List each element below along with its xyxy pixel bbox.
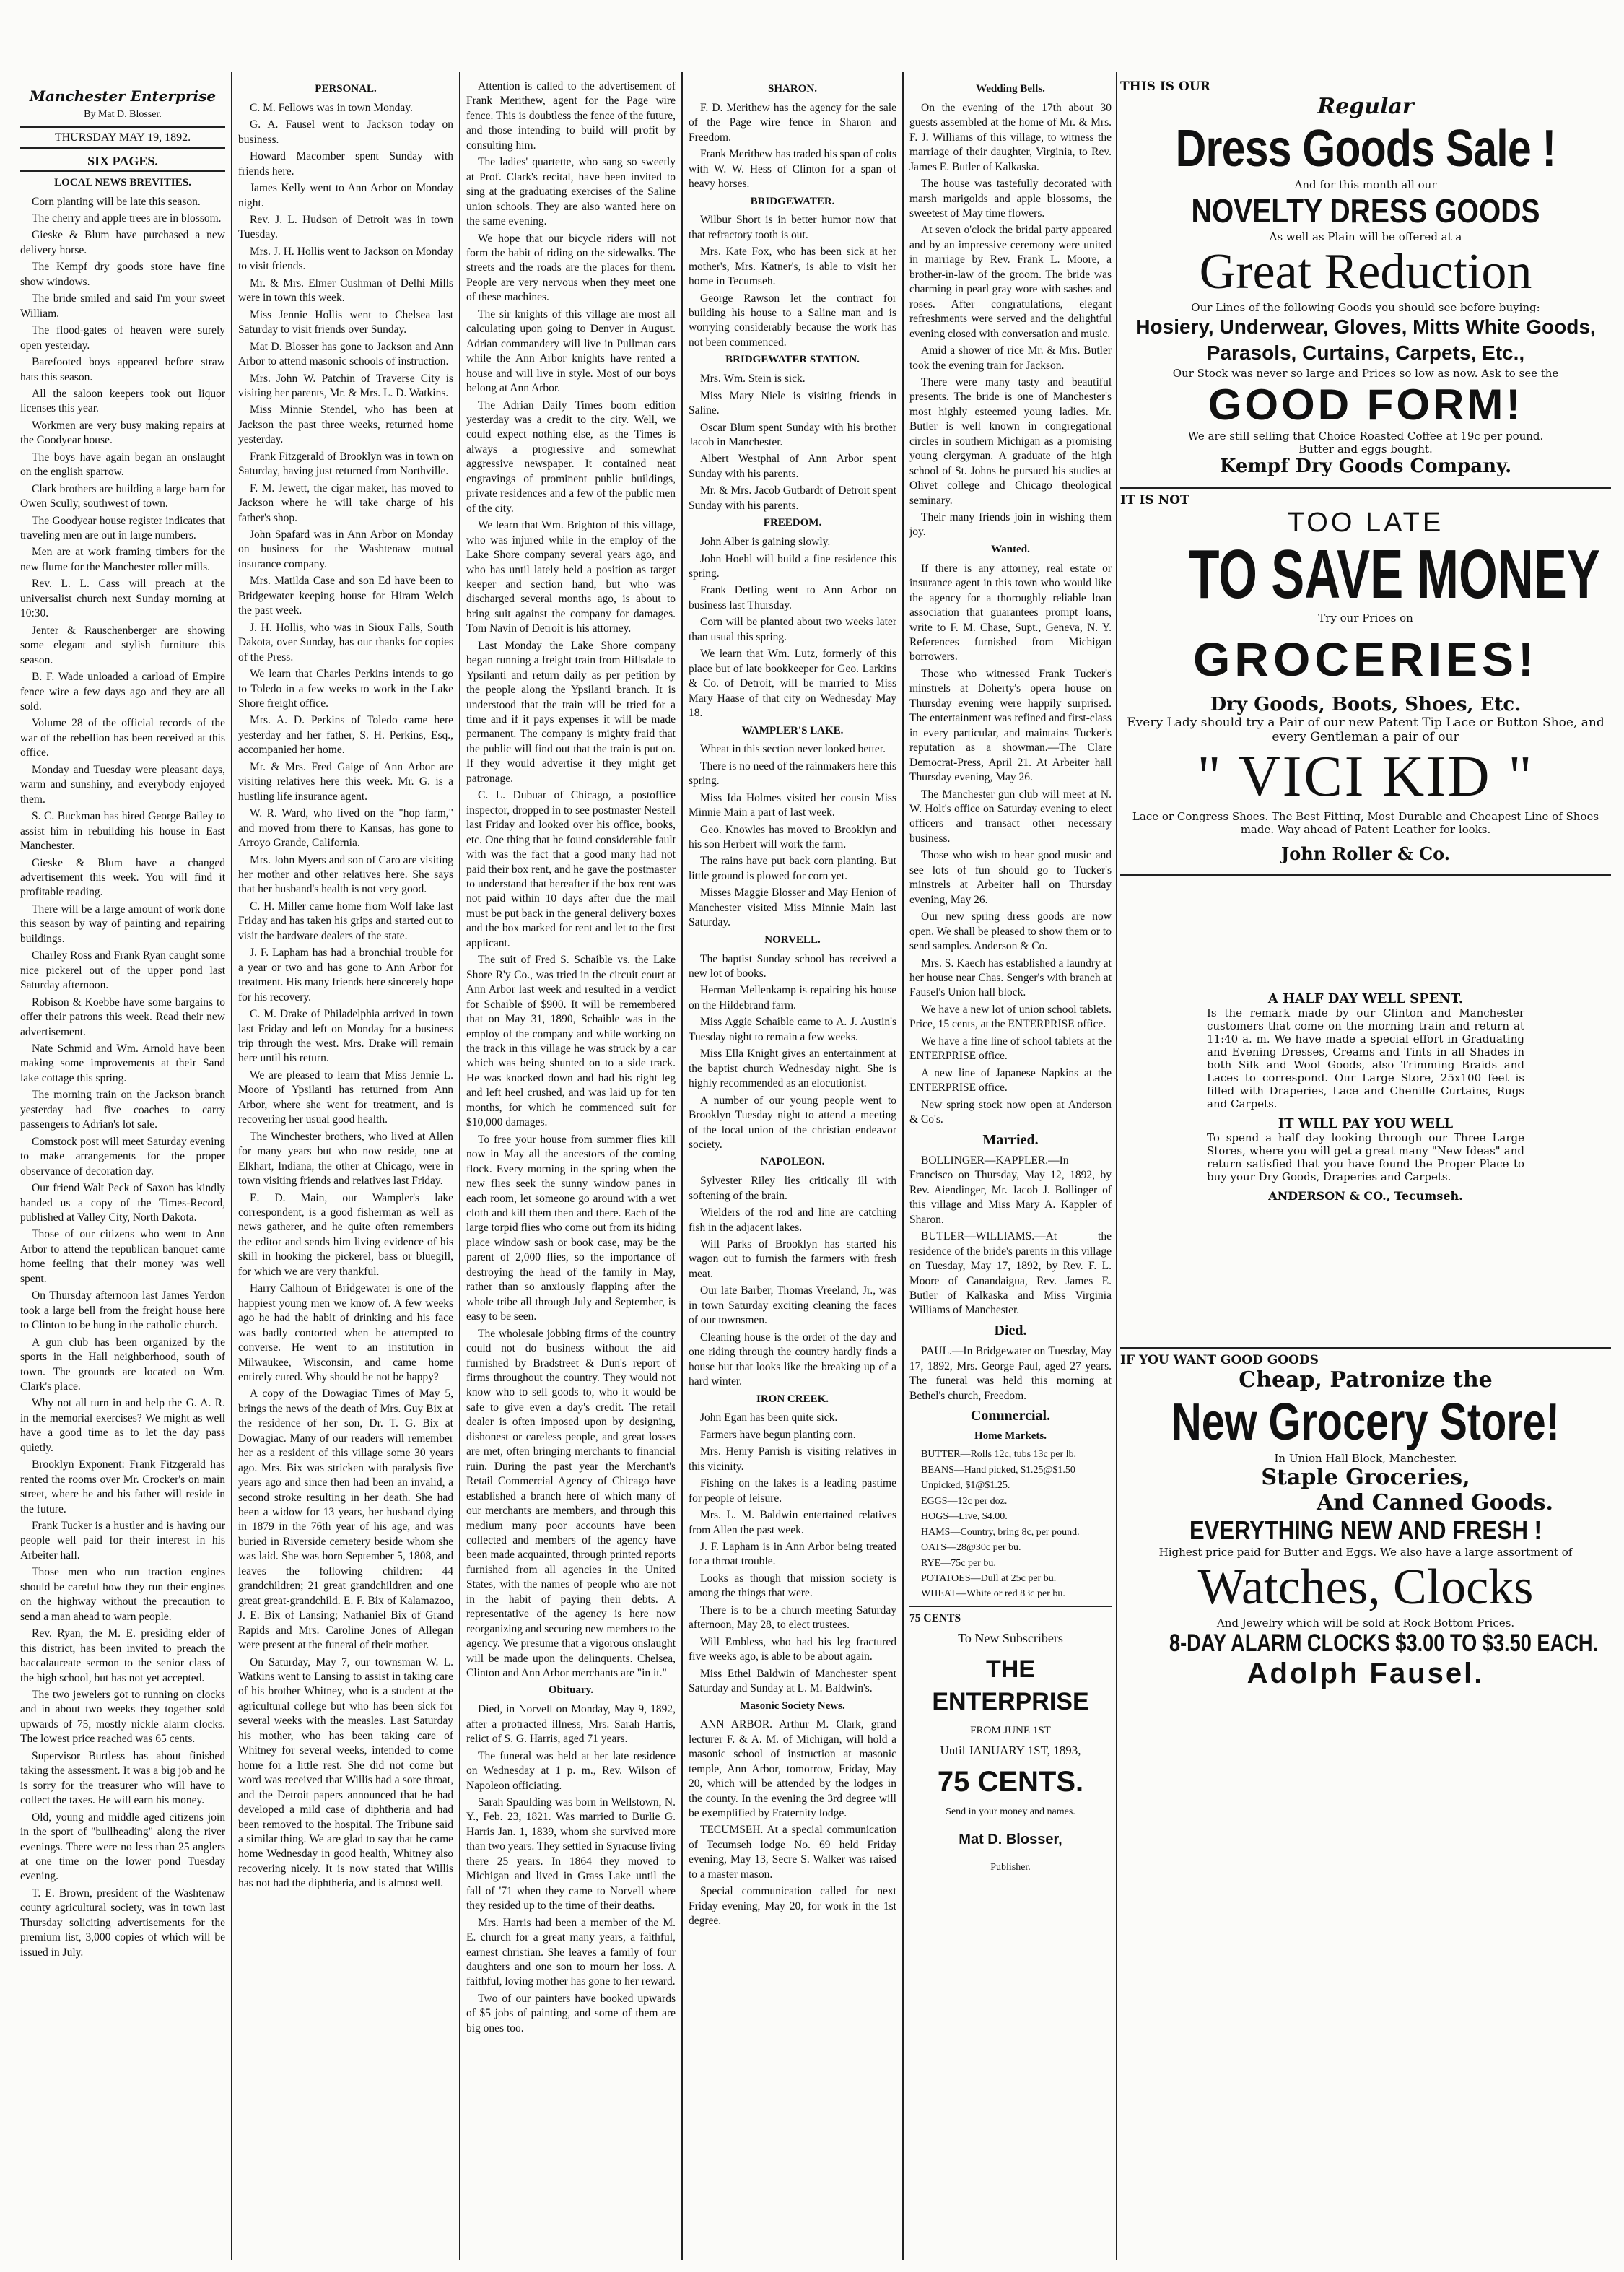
ad-canned: And Canned Goods.: [1317, 1489, 1553, 1515]
correspondence-item: George Rawson let the contract for building his house to a Saline man and is worrying considerably because the work has not been commenced.: [689, 292, 896, 349]
correspondence-item: Wielders of the rod and line are catching fish in the adjacent lakes.: [689, 1206, 896, 1234]
personal-item: Mrs. John Myers and son of Caro are visiting her mother and other relatives here. She says that her husband's health is not very good.: [238, 853, 453, 896]
news-item: Barefooted boys appeared before straw hats this season.: [20, 356, 225, 383]
divider: [1120, 487, 1611, 489]
column-rule: [1116, 72, 1117, 2260]
ad-vici-kid: " VICI KID ": [1197, 744, 1534, 809]
ad-lace: Lace or Congress Shoes. The Best Fitting, Most Durable and Cheapest Line of Shoes made. Way ahead of Patent Leather for looks.: [1132, 809, 1599, 836]
ad-store: New Grocery Store!: [1171, 1393, 1560, 1451]
news-item: The wholesale jobbing firms of the country could not do business without the aid furnished by Bradstreet & Dun's report of firms throughout the country. They would not know who to sell goods to, who it would be safe to give even a day's credit. The retail dealer is often imposed upon by designing, dishonest or careless people, and great losses are met, often bringing merchants to financial ruin. During the past year the Merchant's Retail Commercial Agency of Chicago have established a branch here of which many of our merchants are members, and through this medium many poor accounts have been collected and members of the agency have been made acquainted, through printed reports furnished from all agencies in the United States, with the names of people who are not in the habit of paying their debts. A representative of the agency is here now reorganizing and securing new members to the agency. We presume that a vigorous onslaught will be made upon the delinquents. Chelsea, Clinton and Ann Arbor merchants are "in it.": [466, 1327, 676, 1680]
correspondence-item: We learn that Wm. Lutz, formerly of this place but of late bookkeeper for Geo. Larkins & Co. of Detroit, will be married to Miss Mary Haase of that city on Wednesday May 18.: [689, 648, 896, 720]
wedding-item: The house was tastefully decorated with marsh marigolds and apple blossoms, the sweetest of May time flowers.: [909, 178, 1112, 219]
married-item: BUTLER—WILLIAMS.—At the residence of the bride's parents in this village on Tuesday, May 17, 1892, by Rev. F. L. Moore of Canandaigua, Rev. James E. Butler of Kalkaska and Miss Virginia Williams of Manchester.: [909, 1230, 1112, 1317]
section-heading: IRON CREEK.: [756, 1393, 829, 1405]
ad-text2: To spend a half day looking through our Three Large Stores, where you will get a great many "New Ideas" and return satisfied that you have found the Proper Place to buy your Dry Goods, Draperies and Carpets.: [1207, 1131, 1524, 1183]
market-item: HOGS—Live, $4.00.: [921, 1511, 1008, 1523]
personal-item: Howard Macomber spent Sunday with friends here.: [238, 150, 453, 178]
personal-item: Mr. & Mrs. Fred Gaige of Ann Arbor are visiting relatives here this week. Mr. G. is a hustling life insurance agent.: [238, 760, 453, 803]
news-item: Monday and Tuesday were pleasant days, warm and sunshiny, and everybody enjoyed them.: [20, 763, 225, 806]
news-item: Those of our citizens who went to Ann Arbor to attend the republican banquet came home feeling that their money was well spent.: [20, 1228, 225, 1285]
divider: [1120, 874, 1611, 876]
correspondence-item: John Egan has been quite sick.: [700, 1411, 838, 1424]
died-items: [909, 1344, 1112, 1403]
section-heading: PERSONAL.: [315, 83, 377, 95]
section-heading: NAPOLEON.: [760, 1156, 825, 1168]
news-item: The Kempf dry goods store have fine show windows.: [20, 261, 225, 288]
correspondence-item: Mrs. Wm. Stein is sick.: [700, 373, 806, 386]
news-items: [466, 79, 676, 1681]
correspondence-item: There is to be a church meeting Saturday afternoon, May 28, to elect trustees.: [689, 1603, 896, 1632]
wedding-item: Their many friends join in wishing them joy.: [909, 511, 1112, 539]
market-item: EGGS—12c per doz.: [921, 1495, 1008, 1507]
notice-item: A new line of Japanese Napkins at the ENTERPRISE office.: [909, 1066, 1112, 1094]
correspondence-item: Mrs. Kate Fox, who has been sick at her mother's, Mrs. Katner's, is able to visit her home in Tecumseh.: [689, 245, 896, 288]
section-heading: BRIDGEWATER.: [750, 195, 835, 207]
sub-send: Send in your money and names.: [946, 1806, 1075, 1817]
news-item: Jenter & Rauschenberger are showing some elegant and stylish furniture this season.: [20, 624, 225, 666]
personal-item: The Winchester brothers, who lived at Allen for many years but who now reside, one at Elkhart, Indiana, the other at Chicago, were in town visiting friends and relatives last Friday.: [238, 1130, 453, 1188]
news-item: All the saloon keepers took out liquor licenses this year.: [20, 387, 225, 415]
ad-lady: Every Lady should try a Pair of our new Patent Tip Lace or Button Shoe, and every Gentleman a pair of our: [1127, 715, 1605, 744]
ad-groceries: GROCERIES!: [1192, 632, 1539, 686]
news-item: Workmen are very busy making repairs at the Goodyear house.: [20, 419, 225, 447]
correspondence-item: TECUMSEH. At a special communication of Tecumseh lodge No. 69 held Friday evening, May 13, Secre S. Walker was raised to a master mason.: [689, 1824, 896, 1881]
commercial-heading: Commercial.: [970, 1408, 1051, 1424]
ad-tagline: IT IS NOT: [1120, 492, 1189, 508]
news-item: There will be a large amount of work done this season by way of painting and repairing buildings.: [20, 902, 225, 945]
news-item: Nate Schmid and Wm. Arnold have been making some improvements at their Sand lake cottage this spring.: [20, 1042, 225, 1084]
married-item: BOLLINGER—KAPPLER.—In Francisco on Thursday, May 12, 1892, by Rev. Aiendinger, Mr. Jacob J. Bollinger of this village and Miss Mary A. Kappler of Sharon.: [909, 1154, 1112, 1226]
market-item: BEANS—Hand picked, $1.25@$1.50: [921, 1464, 1075, 1476]
ad-heading: A HALF DAY WELL SPENT.: [1267, 991, 1464, 1006]
news-item: Those men who run traction engines should be careful how they run their engines on the highway without the precaution to send a man ahead to warn people.: [20, 1566, 225, 1623]
masthead-byline: By Mat D. Blosser.: [84, 109, 162, 121]
news-item: Rev. L. L. Cass will preach at the universalist church next Sunday morning at 10:30.: [20, 578, 225, 620]
column-personal: [238, 79, 453, 2231]
news-item: C. L. Dubuar of Chicago, a postoffice inspector, dropped in to see postmaster Nestell last Friday and looked over his office, books, etc. One thing that he found considerable fault with was the fact that a good many had not paid their box rent, and he gave the postmaster to understand that hereafter if the box rent was not paid within 10 days after due the mail must be put back in the general delivery boxes and the box marked for rent and let to the first applicant.: [466, 789, 676, 949]
column-rule: [681, 72, 683, 2260]
sub-line: To New Subscribers: [958, 1631, 1063, 1646]
news-item: Old, young and middle aged citizens join in the sport of "bullheading" along the river evenings. There were no less than 25 anglers at one time on the lower pond Tuesday evening.: [20, 1811, 225, 1883]
news-item: Corn planting will be late this season.: [32, 195, 201, 208]
correspondence-item: Will Parks of Brooklyn has started his wagon out to furnish the farmers with fresh meat.: [689, 1238, 896, 1280]
notice-item: We have a new lot of union school tablets. Price, 15 cents, at the ENTERPRISE office.: [909, 1003, 1112, 1031]
personal-item: Rev. J. L. Hudson of Detroit was in town Tuesday.: [238, 213, 453, 241]
correspondence-item: Special communication called for next Friday evening, May 20, for work in the 1st degree.: [689, 1885, 896, 1928]
news-item: Our friend Walt Peck of Saxon has kindly handed us a copy of the Times-Record, published at Valley City, North Dakota.: [20, 1182, 225, 1224]
wedding-heading: Wedding Bells.: [976, 83, 1045, 95]
kempf-ad: [1120, 79, 1611, 477]
ad-novelty: NOVELTY DRESS GOODS: [1191, 192, 1540, 230]
news-item: Rev. Ryan, the M. E. presiding elder of this district, has been invited to preach the baccalaureate sermon to the senior class of the high school, but has not yet accepted.: [20, 1627, 225, 1684]
news-item: The flood-gates of heaven were surely open yesterday.: [20, 324, 225, 352]
divider: [909, 1606, 1112, 1607]
personal-item: Mrs. John W. Patchin of Traverse City is visiting her parents, Mr. & Mrs. L. D. Watkins.: [238, 372, 453, 399]
news-item: Gieske & Blum have a changed advertisement this week. You will find it profitable reading.: [20, 856, 225, 899]
personal-item: We are pleased to learn that Miss Jennie L. Moore of Ypsilanti has returned from Ann Arbor, where she went for treatment, and is recovering her usual good health.: [238, 1068, 453, 1126]
personal-item: Mat D. Blosser has gone to Jackson and Ann Arbor to attend masonic schools of instruction.: [238, 340, 453, 368]
section-heading: WAMPLER'S LAKE.: [741, 724, 844, 736]
news-item: The morning train on the Jackson branch yesterday had five coaches to carry passengers to Adrian's lot sale.: [20, 1089, 225, 1131]
sub-from: FROM JUNE 1ST: [970, 1724, 1051, 1736]
ad-fresh: EVERYTHING NEW AND FRESH !: [1189, 1515, 1542, 1545]
personal-item: Miss Jennie Hollis went to Chelsea last Saturday to visit friends over Sunday.: [238, 308, 453, 336]
correspondence-item: Our late Barber, Thomas Vreeland, Jr., was in town Saturday exciting cleaning the faces of our townsmen.: [689, 1284, 896, 1327]
correspondence-item: F. D. Merithew has the agency for the sale of the Page wire fence in Sharon and Freedom.: [689, 101, 896, 144]
ad-good-form: GOOD FORM!: [1208, 380, 1524, 429]
wedding-item: On the evening of the 17th about 30 guests assembled at the home of Mr. & Mrs. F. J. Williams of this village, to witness the marriage of their daughter, Virginia, to Rev. James E. Butler of Kalkaska.: [909, 101, 1112, 173]
news-item: B. F. Wade unloaded a carload of Empire fence wire a few days ago and they are all sold.: [20, 671, 225, 713]
ad-jewelry: And Jewelry which will be sold at Rock Bottom Prices.: [1216, 1616, 1515, 1629]
notice-item: We have a fine line of school tablets at the ENTERPRISE office.: [909, 1035, 1112, 1063]
masthead-title: Manchester Enterprise: [29, 87, 217, 105]
column-general: [466, 79, 676, 2231]
news-item: Men are at work framing timbers for the new flume for the Manchester roller mills.: [20, 546, 225, 573]
ad-dry-goods: Dry Goods, Boots, Shoes, Etc.: [1210, 693, 1522, 715]
personal-item: F. M. Jewett, the cigar maker, has moved to Jackson where he will take charge of his father's shop.: [238, 482, 453, 524]
advertisement-column: [1120, 79, 1611, 2245]
news-item: Clark brothers are building a large barn for Owen Scully, southwest of town.: [20, 482, 225, 510]
wedding-item: There were many tasty and beautiful presents. The bride is one of Manchester's most highly esteemed young ladies. Mr. Butler is well known in congregational circles in southern Michigan as a promising young clergyman. A graduate of the high school of St. Johns he pursued his studies at Olivet college and Chicago theological seminary.: [909, 375, 1112, 507]
correspondence-item: Looks as though that mission society is among the things that were.: [689, 1572, 896, 1600]
sub-price-tag: 75 CENTS: [909, 1611, 961, 1624]
sub-cents: 75 CENTS.: [937, 1766, 1084, 1798]
news-item: We learn that Wm. Brighton of this village, who was injured while in the employ of the Lake Shore company several years ago, and who has until lately held a position as target keeper and section hand, but who was discharged several months ago, is about to bring suit against the company for damages. Tom Navin of Detroit is his attorney.: [466, 519, 676, 635]
section-heading: BRIDGEWATER STATION.: [725, 354, 860, 366]
page-count: SIX PAGES.: [20, 153, 225, 172]
subscription-ad: [909, 1611, 1112, 1874]
correspondence-item: Wilbur Short is in better humor now that that refractory tooth is out.: [689, 214, 896, 241]
personal-item: E. D. Main, our Wampler's lake correspondent, is a good fisherman as well as news gatherer, and he quite often remembers the editor and sends him living evidence of his skill in hooking the pickerel, bass or bluegill, for which we are very thankful.: [238, 1191, 453, 1278]
column-rule: [459, 72, 460, 2260]
news-item: On Thursday afternoon last James Yerdon took a large bell from the freight house here to Clinton to be hung in the catholic church.: [20, 1289, 225, 1332]
correspondence-item: Mrs. L. M. Baldwin entertained relatives from Allen the past week.: [689, 1509, 896, 1536]
news-item: Robison & Koebbe have some bargains to offer their patrons this week. Read their new advertisement.: [20, 996, 225, 1038]
ad-cheap: Cheap, Patronize the: [1239, 1367, 1493, 1393]
news-item: S. C. Buckman has hired George Bailey to assist him in rebuilding his house in East Manchester.: [20, 810, 225, 853]
news-item: Supervisor Burtless has about finished taking the assessment. It was a big job and he is sorry for the treasurer who will have to collect the taxes. He will earn his money.: [20, 1749, 225, 1807]
column-correspondence: [689, 79, 896, 2231]
ad-butter: Butter and eggs bought.: [1298, 442, 1433, 456]
news-item: The suit of Fred S. Schaible vs. the Lake Shore R'y Co., was tried in the circuit court at Ann Arbor last week and resulted in a verdict for Schaible of $900. It will be remembered that on May 31, 1890, Schaible was in the employ of the company and while working on the track in this village he was struck by a car which was being shunted on to a side track. He was knocked down and had his right leg and left heel crushed, and was laid up for ten months, for which he commenced suit for $10,000 damages.: [466, 954, 676, 1129]
ad-staple: Staple Groceries,: [1261, 1464, 1470, 1490]
notice-item: New spring stock now open at Anderson & Co's.: [909, 1098, 1112, 1126]
personal-item: Harry Calhoun of Bridgewater is one of the happiest young men we know of. A few weeks ago he had the habit of drinking and his face was badly contorted when he attempted to converse. He went to an institution in Milwaukee, Wisconsin, and came home entirely cured. Why should he not be happy?: [238, 1282, 453, 1383]
correspondence-item: Miss Ethel Baldwin of Manchester spent Saturday and Sunday at L. M. Baldwin's.: [689, 1667, 896, 1695]
notice-item: Our new spring dress goods are now open. We shall be pleased to show them or to send samples. Anderson & Co.: [909, 910, 1112, 953]
personal-item: J. H. Hollis, who was in Sioux Falls, South Dakota, over Sunday, has our thanks for copies of the Press.: [238, 621, 453, 663]
wedding-item: At seven o'clock the bridal party appeared and by an impressive ceremony were united in marriage by Rev. Frank L. Moore, a brother-in-law of the groom. The bride was charming in pearl gray wore with sashes and roses. After congratulations, elegant refreshments were served and the delightful evening closed with conversation and music.: [909, 224, 1112, 340]
sub-role: Publisher.: [990, 1861, 1031, 1873]
correspondence-item: Corn will be planted about two weeks later than usual this spring.: [689, 616, 896, 643]
news-item: Brooklyn Exponent: Frank Fitzgerald has rented the rooms over Mr. Crocker's on main street, where he and his father will reside in the future.: [20, 1458, 225, 1515]
ad-try: Try our Prices on: [1318, 611, 1413, 624]
obituary-item: Died, in Norvell on Monday, May 9, 1892, after a protracted illness, Mrs. Sarah Harris, relict of S. G. Harris, aged 71 years.: [466, 1703, 676, 1746]
news-item: We hope that our bicycle riders will not form the habit of riding on the sidewalks. The streets and the roads are the places for them. People are very nervous when they meet one of these machines.: [466, 232, 676, 304]
ad-stock: Our Stock was never so large and Prices so low as now. Ask to see the: [1172, 366, 1559, 380]
personal-item: A copy of the Dowagiac Times of May 5, brings the news of the death of Mrs. Guy Bix at the residence of her son, Dr. T. G. Bix at Dowagiac. Many of our readers will remember her as a resident of this village some 30 years ago. Mrs. Bix was stricken with paralysis five years ago and since then had been an invalid, a second stroke resulting in her death. She had been a widow for 13 years, her husband dying in 1879 in the 76th year of his age, and was buried in Riverside cemetery beside whom she was laid. She was born September 5, 1808, and leaves the following children: 44 grandchildren; 21 great grandchildren and one great great-grandchild. E. F. Bix of Kalamazoo, J. E. Bix of Lansing; Nathaniel Bix of Grand Rapids and Mrs. Caroline Jones of Allegan were present at the funeral of their mother.: [238, 1388, 453, 1652]
ad-coffee: We are still selling that Choice Roasted Coffee at 19c per pound.: [1187, 429, 1544, 443]
personal-item: C. M. Drake of Philadelphia arrived in town last Friday and left on Monday for a business trip through the west. Mrs. Drake will remain here until his return.: [238, 1008, 453, 1065]
notice-item: Those who witnessed Frank Tucker's minstrels at Doherty's opera house on Thursday evening were happily surprised. The entertainment was refined and first-class in every particular, and maintains Tucker's reputation as a showman.—The Clare Democrat-Press, April 21. At Arbeiter hall Thursday evening, May 26.: [909, 667, 1112, 784]
news-item: The boys have again began an onslaught on the english sparrow.: [20, 451, 225, 479]
correspondence-item: Sylvester Riley lies critically ill with softening of the brain.: [689, 1175, 896, 1202]
ad-goods: Hosiery, Underwear, Gloves, Mitts White Goods, Parasols, Curtains, Carpets, Etc.,: [1135, 315, 1596, 365]
news-item: Attention is called to the advertisement of Frank Merithew, agent for the Page wire fence. This is doubtless the fence of the future, and those intending to build will profit by consulting him.: [466, 80, 676, 152]
ad-tagline: THIS IS OUR: [1120, 79, 1210, 94]
married-heading: Married.: [982, 1131, 1039, 1148]
notice-items: [909, 562, 1112, 1128]
market-item: RYE—75c per bu.: [921, 1557, 996, 1569]
correspondence-item: Farmers have begun planting corn.: [700, 1428, 856, 1441]
correspondence-item: Mr. & Mrs. Jacob Gutbardt of Detroit spent Sunday with his parents.: [689, 484, 896, 512]
news-item: Comstock post will meet Saturday evening to make arrangements for the proper observance of decoration day.: [20, 1135, 225, 1178]
personal-item: John Spafard was in Ann Arbor on Monday on business for the Washtenaw mutual insurance company.: [238, 528, 453, 570]
died-item: PAUL.—In Bridgewater on Tuesday, May 17, 1892, Mrs. George Paul, aged 27 years. The funeral was held this morning at Bethel's church, Freedom.: [909, 1345, 1112, 1402]
news-item: Why not all turn in and help the G. A. R. in the memorial exercises? We might as well have a good time as to let the day pass quietly.: [20, 1397, 225, 1454]
notice-item: Mrs. S. Kaech has established a laundry at her house near Chas. Senger's with branch at Fausel's Union hall block.: [909, 957, 1112, 999]
section-heading: NORVELL.: [764, 933, 821, 946]
correspondence-item: A number of our young people went to Brooklyn Tuesday night to attend a meeting of the local union of the christian endeavor society.: [689, 1094, 896, 1151]
obituary-item: Mrs. Harris had been a member of the M. E. church for a great many years, a faithful, earnest christian. She leaves a family of four daughters and one son to mourn her loss. A faithful, loving mother has gone to her reward.: [466, 1916, 676, 1988]
ad-alarm: 8-DAY ALARM CLOCKS $3.00 TO $3.50 EACH.: [1169, 1629, 1599, 1657]
correspondence-item: Will Embless, who had his leg fractured five weeks ago, is able to be about again.: [689, 1635, 896, 1663]
section-heading: LOCAL NEWS BREVITIES.: [54, 176, 191, 188]
obituary-item: The funeral was held at her late residence on Wednesday at 1 p. m., Rev. Wilson of Napoleon officiating.: [466, 1749, 676, 1792]
correspondence-item: Misses Maggie Blosser and May Henion of Manchester visited Miss Minnie Main last Saturday.: [689, 887, 896, 929]
news-item: The cherry and apple trees are in blossom.: [32, 212, 222, 225]
notice-item: If there is any attorney, real estate or insurance agent in this town who would like the agency for a thoroughly reliable loan association that guarantees prompt loans, write to F. M. Chase, Supt., Geneva, N. Y. References furnished from Michigan borrowers.: [909, 562, 1112, 663]
correspondence-item: J. F. Lapham is in Ann Arbor being treated for a throat trouble.: [689, 1540, 896, 1568]
sub-publisher: Mat D. Blosser,: [959, 1832, 1062, 1848]
ad-company: Kempf Dry Goods Company.: [1219, 455, 1512, 477]
anderson-ad: [1207, 991, 1524, 1203]
correspondence-item: John Hoehl will build a fine residence this spring.: [689, 552, 896, 580]
correspondence-sections: [689, 82, 896, 1929]
correspondence-item: Mrs. Henry Parrish is visiting relatives in this vicinity.: [689, 1445, 896, 1473]
news-item: Gieske & Blum have purchased a new delivery horse.: [20, 229, 225, 256]
market-items: [909, 1448, 1112, 1601]
correspondence-item: Oscar Blum spent Sunday with his brother Jacob in Manchester.: [689, 421, 896, 448]
notice-item: The Manchester gun club will meet at N. W. Holt's office on Saturday evening to elect officers and transact other necessary business.: [909, 788, 1112, 845]
column-local-news: [20, 79, 225, 2231]
ad-too-late: TOO LATE: [1287, 507, 1444, 538]
correspondence-item: John Alber is gaining slowly.: [700, 536, 831, 549]
wedding-item: Amid a shower of rice Mr. & Mrs. Butler took the evening train for Jackson.: [909, 344, 1112, 372]
personal-item: Mr. & Mrs. Elmer Cushman of Delhi Mills were in town this week.: [238, 277, 453, 305]
personal-item: W. R. Ward, who lived on the "hop farm," and moved from there to Kansas, has gone to Arroyo Grande, California.: [238, 807, 453, 850]
news-item: The two jewelers got to running on clocks and in about two weeks they together sold upwards of 75, mostly nickle alarm clocks. The lowest price reached was 65 cents.: [20, 1689, 225, 1746]
correspondence-item: Miss Ida Holmes visited her cousin Miss Minnie Main a part of last week.: [689, 791, 896, 819]
ad-name: Adolph Fausel.: [1247, 1657, 1485, 1689]
correspondence-item: There is no need of the rainmakers here this spring.: [689, 759, 896, 788]
married-items: [909, 1154, 1112, 1318]
personal-item: On Saturday, May 7, our townsman W. L. Watkins went to Lansing to assist in taking care of his brother Whitney, who is a student at the agricultural college but who has been sick for several weeks with the measles. Last Saturday his mother, who has been taking care of Whitney for several weeks, intended to come home for a little rest. She did not come but word was received that Willis had a sore throat, and the Detroit papers announced that he had developed a mild case of diphtheria and had been removed to the hospital. The Tribune said a similar thing. We are glad to say that he came home Wednesday in good health, Whitney also recovering nicely. It is now stated that Willis has not had the diphtheria, and is almost well.: [238, 1655, 453, 1890]
news-items: [238, 101, 453, 1892]
personal-item: J. F. Lapham has had a bronchial trouble for a year or two and has gone to Ann Arbor for treatment. His many friends here sincerely hope for his recovery.: [238, 946, 453, 1004]
personal-item: James Kelly went to Ann Arbor on Monday night.: [238, 182, 453, 209]
section-heading: Masonic Society News.: [740, 1699, 845, 1712]
sub-paper: THE ENTERPRISE: [932, 1655, 1089, 1716]
ad-price: Highest price paid for Butter and Eggs. We also have a large assortment of: [1158, 1545, 1573, 1559]
divider: [1120, 1347, 1611, 1349]
wanted-heading: Wanted.: [991, 543, 1030, 555]
notice-item: Those who wish to hear good music and see lots of fun should go to Tucker's minstrels at Arbeiter hall on Thursday evening, May 26.: [909, 849, 1112, 906]
issue-date: THURSDAY MAY 19, 1892.: [20, 126, 225, 149]
sub-until: Until JANUARY 1ST, 1893,: [940, 1743, 1081, 1757]
died-heading: Died.: [994, 1322, 1027, 1339]
correspondence-item: ANN ARBOR. Arthur M. Clark, grand lecturer F. & A. M. of Michigan, will hold a masonic school of instruction at masonic temple, Ann Arbor, tomorrow, Friday, May 20, which will be attended by the lodges in the county. In the evening the 3rd degree will be exemplified by Fraternity lodge.: [689, 1718, 896, 1820]
news-item: Volume 28 of the official records of the war of the rebellion has been received at this office.: [20, 717, 225, 759]
market-item: WHEAT—White or red 83c per bu.: [921, 1588, 1065, 1600]
news-item: The Goodyear house register indicates that traveling men are out in large numbers.: [20, 514, 225, 542]
column-rule: [231, 72, 232, 2260]
news-item: Charley Ross and Frank Ryan caught some nice pickerel out of the upper pond last Saturday afternoon.: [20, 949, 225, 992]
correspondence-item: Geo. Knowles has moved to Brooklyn and his son Herbert will work the farm.: [689, 823, 896, 851]
news-item: T. E. Brown, president of the Washtenaw county agricultural society, was in town last Thursday soliciting advertisements for the premium list, 3,000 copies of which will be issued in July.: [20, 1886, 225, 1959]
ad-block-loc: In Union Hall Block, Manchester.: [1274, 1451, 1457, 1465]
section-heading: FREEDOM.: [763, 517, 822, 529]
correspondence-item: The rains have put back corn planting. But little ground is plowed for corn yet.: [689, 855, 896, 882]
correspondence-item: Albert Westphal of Ann Arbor spent Sunday with his parents.: [689, 453, 896, 480]
ad-lines: Our Lines of the following Goods you should see before buying:: [1191, 301, 1540, 314]
column-notices: [909, 79, 1112, 2231]
news-item: The sir knights of this village are most all calculating upon going to Denver in August. Adrian commandery will live in Pullman cars while the Ann Arbor knights have rented a house and will live in style. Most of our boys belong at Ann Arbor.: [466, 308, 676, 395]
news-item: To free your house from summer flies kill now in May all the ancestors of the coming flock. Every morning in the spring when the new flies seek the sunny window panes in each room, let someone go around with a wet cloth and kill them then and there. Each of the large torpid flies who come out from its hiding place window sash or book case, may be the parent of 2,000 flies, so the importance of destroying the head of the family in May, rather than so anxiously flapping after the whole tribe all through July and September, is easy to be seen.: [466, 1133, 676, 1323]
correspondence-item: Miss Mary Niele is visiting friends in Saline.: [689, 389, 896, 417]
correspondence-item: Cleaning house is the order of the day and one riding through the country hardly finds a house but that looks like the breaking up of a hard winter.: [689, 1331, 896, 1388]
correspondence-item: Miss Aggie Schaible came to A. J. Austin's Tuesday night to remain a few weeks.: [689, 1016, 896, 1043]
ad-tagline: IF YOU WANT GOOD GOODS: [1120, 1352, 1319, 1367]
ad-text: Is the remark made by our Clinton and Manchester customers that come on the morning train and return at 11:40 a. m. We have made a special effort in Graduating and Evening Dresses, Creams and Tints in all Shades in both Silk and Wool Goods, also Trimming Braids and Laces to correspond. Our Large Store, 25x100 feet is filled with Draperies, Lace and Chenille Curtains, Rugs and Carpets.: [1207, 1006, 1524, 1110]
ad-company: John Roller & Co.: [1280, 843, 1451, 864]
personal-item: C. M. Fellows was in town Monday.: [250, 101, 413, 114]
personal-item: Mrs. A. D. Perkins of Toledo came here yesterday and her father, S. H. Perkins, Esq., accompanied her home.: [238, 714, 453, 757]
news-item: The ladies' quartette, who sang so sweetly at Prof. Clark's recital, have been invited to sing at the graduating exercises of the Saline union schools. They are also wanted here on the same evening.: [466, 156, 676, 228]
ad-regular: Regular: [1317, 94, 1414, 119]
ad-company: ANDERSON & CO., Tecumseh.: [1268, 1188, 1463, 1203]
news-item: Frank Tucker is a hustler and is having our people well paid for their interest in his Arbeiter hall.: [20, 1520, 225, 1562]
personal-item: Miss Minnie Stendel, who has been at Jackson the past three weeks, returned home yesterday.: [238, 404, 453, 446]
personal-item: Mrs. Matilda Case and son Ed have been to Bridgewater keeping house for Hiram Welch the past week.: [238, 575, 453, 617]
obituary-item: Two of our painters have booked upwards of $5 jobs of painting, and some of them are big ones too.: [466, 1992, 676, 2034]
personal-item: We learn that Charles Perkins intends to go to Toledo in a few weeks to work in the Lake Shore freight office.: [238, 668, 453, 710]
correspondence-item: Frank Detling went to Ann Arbor on business last Thursday.: [689, 584, 896, 611]
market-item: BUTTER—Rolls 12c, tubs 13c per lb.: [921, 1449, 1077, 1461]
ad-sale: Dress Goods Sale !: [1175, 120, 1556, 178]
obituary-item: Sarah Spaulding was born in Wellstown, N. Y., Feb. 23, 1821. Was married to Burlie G. Harris Jan. 1, 1839, whom she survived more than two years. They settled in Syracuse living there 25 years. In 1864 they moved to Michigan and lived in Grass Lake until the fall of '71 when they came to Norvell where they resided up to the time of their deaths.: [466, 1796, 676, 1912]
personal-item: Frank Fitzgerald of Brooklyn was in town on Saturday, having just returned from Northville.: [238, 450, 453, 478]
fausel-ad: [1120, 1353, 1611, 1690]
news-items: [20, 195, 225, 1961]
section-heading: SHARON.: [768, 83, 817, 95]
personal-item: G. A. Fausel went to Jackson today on business.: [238, 118, 453, 146]
market-item: Unpicked, $1@$1.25.: [921, 1480, 1010, 1492]
correspondence-item: Frank Merithew has traded his span of colts with W. W. Hess of Clinton for a span of heavy horses.: [689, 148, 896, 191]
ad-plain: As well as Plain will be offered at a: [1269, 230, 1462, 243]
personal-item: Mrs. J. H. Hollis went to Jackson on Monday to visit friends.: [238, 245, 453, 273]
ad-pay: IT WILL PAY YOU WELL: [1278, 1115, 1454, 1131]
ad-watches: Watches, Clocks: [1197, 1559, 1534, 1615]
market-item: POTATOES—Dull at 25c per bu.: [921, 1573, 1057, 1585]
obituary-items: [466, 1702, 676, 2036]
wedding-items: [909, 101, 1112, 540]
personal-item: C. H. Miller came home from Wolf lake last Friday and has taken his grips and started out to visit the hardware dealers of the state.: [238, 900, 453, 942]
market-item: HAMS—Country, bring 8c, per pound.: [921, 1526, 1080, 1538]
ad-reduction: Great Reduction: [1199, 244, 1532, 300]
correspondence-item: The baptist Sunday school has received a new lot of books.: [689, 952, 896, 980]
ad-save-money: TO SAVE MONEY: [1189, 535, 1600, 613]
news-item: The bride smiled and said I'm your sweet William.: [20, 292, 225, 320]
correspondence-item: Fishing on the lakes is a leading pastime for people of leisure.: [689, 1477, 896, 1505]
news-item: Last Monday the Lake Shore company began running a freight train from Hillsdale to Ypsilanti and return daily as per petition by the people along the Ypsilanti branch. It is understood that the train will be tried for a time and if it pays expenses it will be made permanent. The company is mighty fraid that the public will find out that the train is put on. If they would advertise it they might get patronage.: [466, 639, 676, 785]
roller-ad: [1120, 493, 1611, 864]
news-item: A gun club has been organized by the sports in the Hall neighborhood, south of town. The grounds are located on Wm. Clark's place.: [20, 1336, 225, 1393]
correspondence-item: Miss Ella Knight gives an entertainment at the baptist church Wednesday night. She is highly recommended as an elocutionist.: [689, 1048, 896, 1090]
correspondence-item: Herman Mellenkamp is repairing his house on the Hildebrand farm.: [689, 984, 896, 1011]
correspondence-item: Wheat in this section never looked better.: [700, 743, 886, 756]
market-item: OATS—28@30c per bu.: [921, 1542, 1021, 1554]
markets-heading: Home Markets.: [974, 1430, 1047, 1442]
news-item: The Adrian Daily Times boom edition yesterday was a credit to the city. Well, we could expect nothing else, as the Times is always a progressive and somewhat aggressive newspaper. It contained neat engravings of prominent public buildings, private residences and a few of the public men of the city.: [466, 399, 676, 515]
obituary-heading: Obituary.: [548, 1684, 594, 1697]
column-rule: [902, 72, 904, 2260]
ad-month: And for this month all our: [1294, 178, 1437, 191]
